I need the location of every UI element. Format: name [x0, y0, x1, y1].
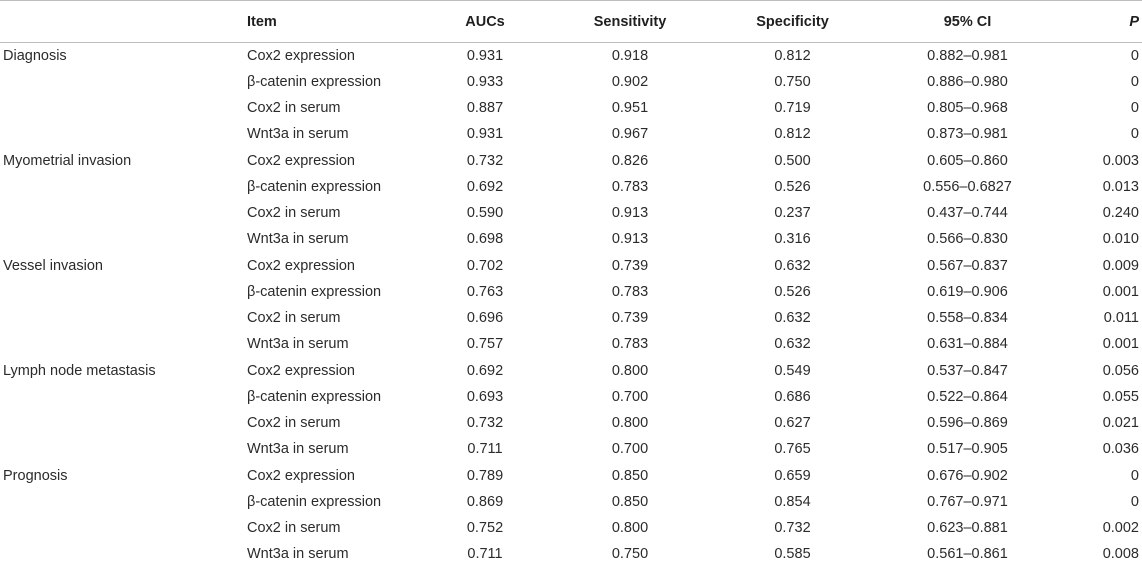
cell-aucs: 0.887 [466, 100, 504, 117]
cell-item: Cox2 expression [247, 257, 355, 274]
cell-sensitivity: 0.783 [611, 283, 649, 300]
cell-ci: 0.556–0.6827 [923, 178, 1012, 195]
cell-p: 0.036 [1102, 441, 1139, 458]
cell-item: Wnt3a in serum [247, 231, 349, 248]
table-row [0, 253, 1142, 279]
cell-aucs: 0.732 [466, 415, 504, 432]
cell-sensitivity: 0.918 [611, 47, 649, 64]
cell-item: β-catenin expression [247, 493, 382, 510]
cell-item: Cox2 expression [247, 47, 355, 64]
cell-sensitivity: 0.750 [611, 546, 649, 563]
cell-item: Cox2 in serum [247, 310, 341, 327]
cell-ci: 0.517–0.905 [927, 441, 1008, 458]
cell-item: Cox2 expression [247, 362, 355, 379]
table-row [0, 358, 1142, 384]
cell-p: 0.021 [1102, 415, 1139, 432]
cell-specificity: 0.732 [774, 520, 811, 537]
cell-ci: 0.567–0.837 [927, 257, 1008, 274]
cell-p: 0.010 [1102, 231, 1139, 248]
cell-specificity: 0.686 [774, 388, 811, 405]
cell-group [0, 541, 245, 567]
cell-p: 0 [1130, 73, 1139, 90]
header-specificity: Specificity [715, 1, 870, 43]
cell-item: Cox2 in serum [247, 205, 341, 222]
cell-group [0, 121, 245, 147]
cell-group [0, 410, 245, 436]
cell-aucs: 0.933 [466, 73, 504, 90]
cell-specificity: 0.632 [774, 310, 811, 327]
table-row [0, 384, 1142, 410]
cell-specificity: 0.854 [774, 493, 811, 510]
header-group [0, 1, 245, 43]
cell-group [0, 174, 245, 200]
cell-item: β-catenin expression [247, 388, 382, 405]
cell-ci: 0.437–0.744 [927, 205, 1008, 222]
cell-p: 0 [1130, 47, 1139, 64]
cell-group: Lymph node metastasis [3, 362, 156, 379]
cell-specificity: 0.526 [774, 283, 811, 300]
cell-ci: 0.882–0.981 [927, 47, 1008, 64]
cell-aucs: 0.692 [466, 178, 504, 195]
cell-group [0, 331, 245, 357]
cell-aucs: 0.702 [466, 257, 504, 274]
cell-p: 0.055 [1102, 388, 1139, 405]
table-header [0, 1, 1142, 43]
table-row [0, 463, 1142, 489]
cell-specificity: 0.585 [774, 546, 811, 563]
table-row [0, 331, 1142, 357]
cell-ci: 0.619–0.906 [927, 283, 1008, 300]
cell-item: Wnt3a in serum [247, 126, 349, 143]
cell-item: Cox2 expression [247, 152, 355, 169]
cell-specificity: 0.549 [774, 362, 811, 379]
table-row [0, 436, 1142, 462]
cell-item: Wnt3a in serum [247, 546, 349, 563]
cell-aucs: 0.752 [466, 520, 504, 537]
cell-aucs: 0.711 [467, 546, 503, 563]
cell-ci: 0.805–0.968 [927, 100, 1008, 117]
table-row [0, 200, 1142, 226]
cell-sensitivity: 0.700 [611, 388, 649, 405]
cell-specificity: 0.750 [774, 73, 811, 90]
table-row [0, 95, 1142, 121]
cell-ci: 0.623–0.881 [927, 520, 1008, 537]
cell-sensitivity: 0.739 [611, 310, 649, 327]
cell-group [0, 515, 245, 541]
cell-ci: 0.631–0.884 [927, 336, 1008, 353]
cell-sensitivity: 0.951 [611, 100, 649, 117]
cell-sensitivity: 0.913 [611, 231, 649, 248]
cell-aucs: 0.763 [466, 283, 504, 300]
cell-item: Wnt3a in serum [247, 441, 349, 458]
cell-specificity: 0.812 [774, 126, 811, 143]
header-aucs: AUCs [425, 1, 545, 43]
cell-group [0, 200, 245, 226]
cell-ci: 0.605–0.860 [927, 152, 1008, 169]
cell-aucs: 0.698 [466, 231, 504, 248]
table-body [0, 43, 1142, 568]
cell-p: 0.008 [1102, 546, 1139, 563]
cell-sensitivity: 0.783 [611, 178, 649, 195]
cell-aucs: 0.732 [466, 152, 504, 169]
cell-group [0, 95, 245, 121]
cell-aucs: 0.757 [466, 336, 504, 353]
cell-item: Cox2 in serum [247, 520, 341, 537]
header-sensitivity: Sensitivity [545, 1, 715, 43]
cell-item: Cox2 in serum [247, 415, 341, 432]
cell-specificity: 0.632 [774, 336, 811, 353]
cell-specificity: 0.765 [774, 441, 811, 458]
cell-group: Prognosis [3, 467, 68, 484]
cell-p: 0 [1130, 126, 1139, 143]
cell-ci: 0.886–0.980 [927, 73, 1008, 90]
cell-item: β-catenin expression [247, 178, 382, 195]
cell-ci: 0.522–0.864 [927, 388, 1008, 405]
header-p: P [1065, 1, 1142, 43]
table-row [0, 515, 1142, 541]
cell-specificity: 0.237 [774, 205, 811, 222]
table-row [0, 174, 1142, 200]
cell-sensitivity: 0.826 [611, 152, 649, 169]
cell-specificity: 0.659 [774, 467, 811, 484]
cell-p: 0 [1130, 467, 1139, 484]
cell-sensitivity: 0.800 [611, 362, 649, 379]
cell-specificity: 0.812 [774, 47, 811, 64]
table-row [0, 121, 1142, 147]
table-row [0, 69, 1142, 95]
cell-aucs: 0.696 [466, 310, 504, 327]
cell-item: β-catenin expression [247, 283, 382, 300]
cell-item: Cox2 expression [247, 467, 355, 484]
cell-group [0, 384, 245, 410]
cell-group [0, 489, 245, 515]
cell-ci: 0.676–0.902 [927, 467, 1008, 484]
cell-specificity: 0.500 [774, 152, 811, 169]
cell-p: 0.001 [1102, 336, 1139, 353]
cell-p: 0.240 [1102, 205, 1139, 222]
cell-group [0, 279, 245, 305]
cell-sensitivity: 0.967 [611, 126, 649, 143]
cell-group [0, 436, 245, 462]
cell-p: 0 [1130, 493, 1139, 510]
cell-aucs: 0.692 [466, 362, 504, 379]
cell-p: 0.003 [1102, 152, 1139, 169]
cell-specificity: 0.632 [774, 257, 811, 274]
cell-ci: 0.537–0.847 [927, 362, 1008, 379]
cell-sensitivity: 0.800 [611, 520, 649, 537]
cell-item: Cox2 in serum [247, 100, 341, 117]
cell-aucs: 0.869 [466, 493, 504, 510]
cell-sensitivity: 0.913 [611, 205, 649, 222]
cell-aucs: 0.711 [467, 441, 503, 458]
cell-sensitivity: 0.902 [611, 73, 649, 90]
cell-specificity: 0.316 [774, 231, 811, 248]
table-row [0, 148, 1142, 174]
cell-group: Diagnosis [3, 47, 67, 64]
cell-p: 0.002 [1102, 520, 1139, 537]
cell-sensitivity: 0.700 [611, 441, 649, 458]
cell-p: 0.001 [1102, 283, 1139, 300]
cell-ci: 0.558–0.834 [927, 310, 1008, 327]
table-row [0, 279, 1142, 305]
cell-p: 0.013 [1102, 178, 1139, 195]
cell-aucs: 0.789 [466, 467, 504, 484]
cell-specificity: 0.526 [774, 178, 811, 195]
cell-aucs: 0.931 [466, 126, 504, 143]
cell-p: 0 [1130, 100, 1139, 117]
cell-aucs: 0.590 [466, 205, 504, 222]
cell-group: Myometrial invasion [3, 152, 132, 169]
cell-ci: 0.596–0.869 [927, 415, 1008, 432]
cell-ci: 0.566–0.830 [927, 231, 1008, 248]
cell-group: Vessel invasion [3, 257, 103, 274]
table-row [0, 305, 1142, 331]
cell-specificity: 0.627 [774, 415, 811, 432]
header-ci: 95% CI [870, 1, 1065, 43]
cell-specificity: 0.719 [774, 100, 811, 117]
header-item: Item [245, 1, 425, 43]
cell-p: 0.056 [1102, 362, 1139, 379]
cell-item: β-catenin expression [247, 73, 382, 90]
cell-sensitivity: 0.783 [611, 336, 649, 353]
table-row [0, 410, 1142, 436]
table-row [0, 489, 1142, 515]
cell-aucs: 0.931 [466, 47, 504, 64]
cell-group [0, 226, 245, 252]
cell-sensitivity: 0.800 [611, 415, 649, 432]
cell-group [0, 69, 245, 95]
cell-item: Wnt3a in serum [247, 336, 349, 353]
cell-sensitivity: 0.739 [611, 257, 649, 274]
table-row [0, 226, 1142, 252]
cell-ci: 0.561–0.861 [927, 546, 1008, 563]
cell-ci: 0.873–0.981 [927, 126, 1008, 143]
table-row [0, 43, 1142, 69]
header-row [0, 1, 1142, 43]
cell-sensitivity: 0.850 [611, 467, 649, 484]
cell-group [0, 305, 245, 331]
cell-p: 0.011 [1103, 310, 1139, 327]
cell-ci: 0.767–0.971 [927, 493, 1008, 510]
cell-sensitivity: 0.850 [611, 493, 649, 510]
cell-p: 0.009 [1102, 257, 1139, 274]
table-row [0, 541, 1142, 567]
cell-aucs: 0.693 [466, 388, 504, 405]
